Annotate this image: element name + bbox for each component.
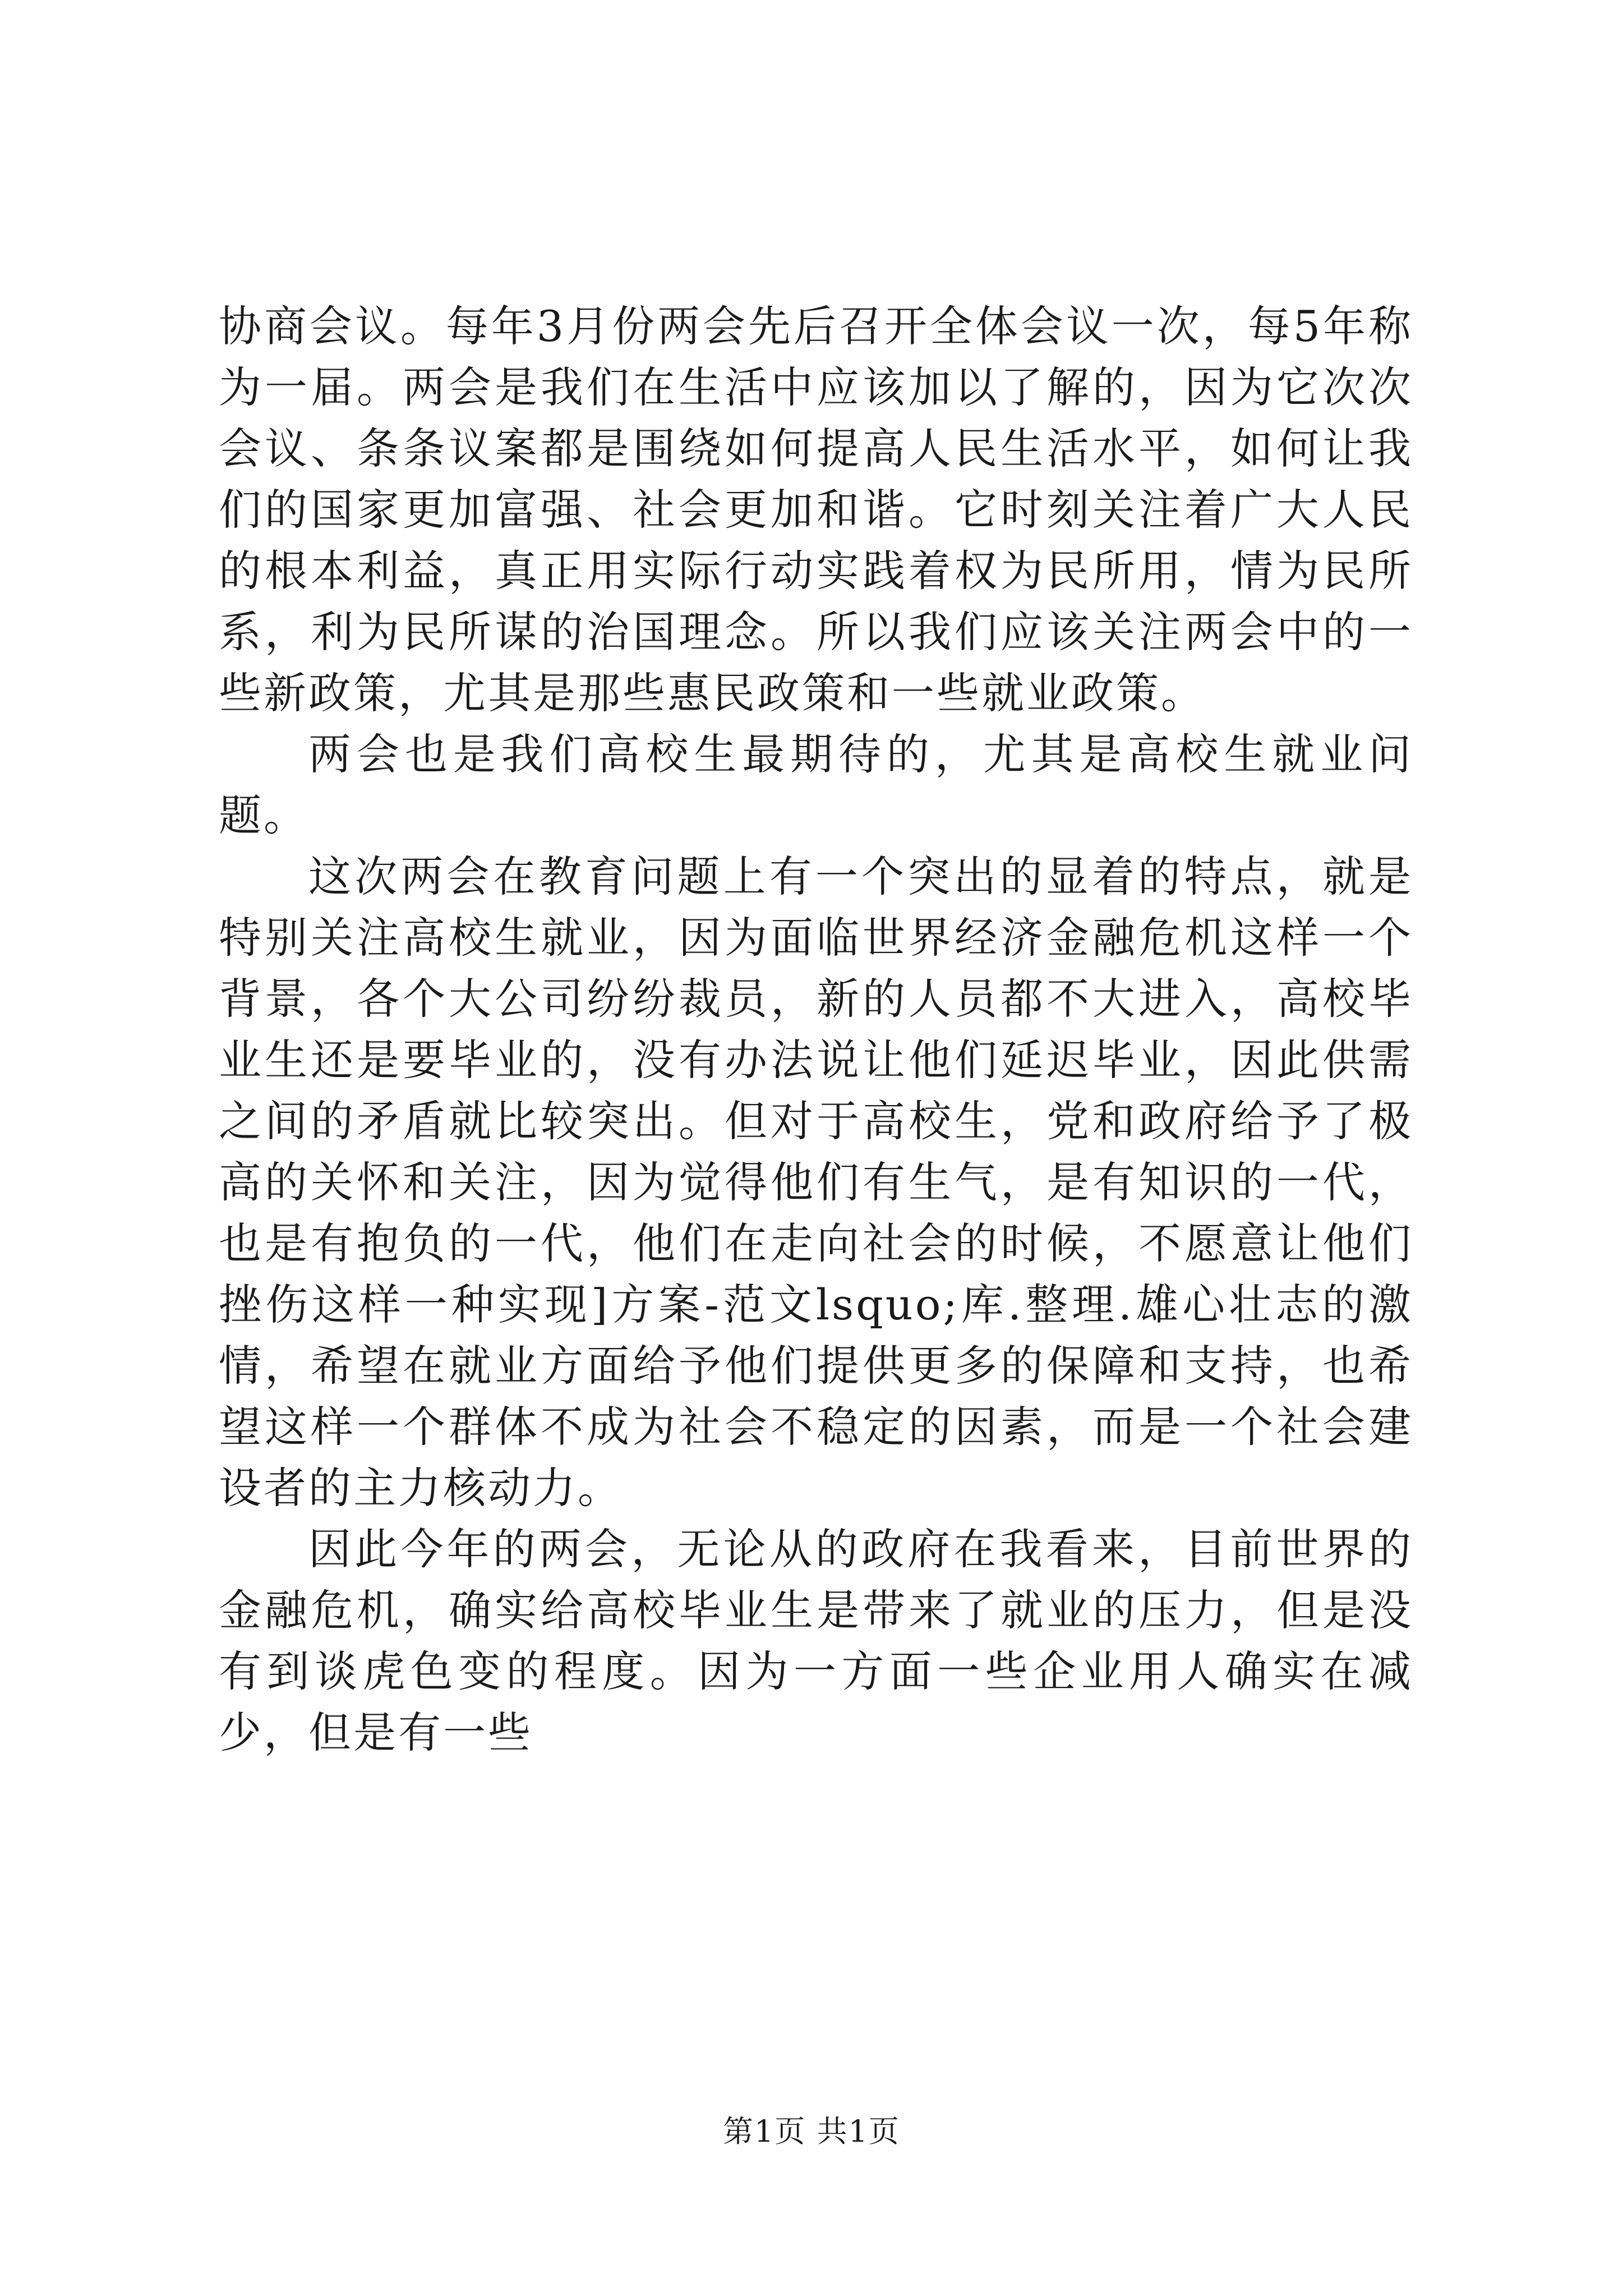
paragraph-4: 因此今年的两会，无论从的政府在我看来，目前世界的金融危机，确实给高校毕业生是带来了就业的压力，但是没有到谈虎色变的程度。因为一方面一些企业用人确实在减少，但是有一些 [219, 1524, 1413, 1757]
document-body [219, 296, 1413, 1763]
page-footer: 第1页 共1页 [723, 2114, 900, 2149]
paragraph-3: 这次两会在教育问题上有一个突出的显着的特点，就是特别关注高校生就业，因为面临世界经济金融危机这样一个背景，各个大公司纷纷裁员，新的人员都不大进入，高校毕业生还是要毕业的，没有办法说让他们延迟毕业，因此供需之间的矛盾就比较突出。但对于高校生，党和政府给予了极高的关怀和关注，因为觉得他们有生气，是有知识的一代，也是有抱负的一代，他们在走向社会的时候，不愿意让他们挫伤这样一种实现]方案-范文lsquo;库.整理.雄心壮志的激情，希望在就业方面给予他们提供更多的保障和支持，也希望这样一个群体不成为社会不稳定的因素，而是一个社会建设者的主力核动力。 [219, 852, 1413, 1513]
paragraph-1: 协商会议。每年3月份两会先后召开全体会议一次，每5年称为一届。两会是我们在生活中应该加以了解的，因为它次次会议、条条议案都是围绕如何提高人民生活水平，如何让我们的国家更加富强、社会更加和谐。它时刻关注着广大人民的根本利益，真正用实际行动实践着权为民所用，情为民所系，利为民所谋的治国理念。所以我们应该关注两会中的一些新政策，尤其是那些惠民政策和一些就业政策。 [219, 301, 1413, 718]
paragraph-2: 两会也是我们高校生最期待的，尤其是高校生就业问题。 [219, 729, 1413, 840]
